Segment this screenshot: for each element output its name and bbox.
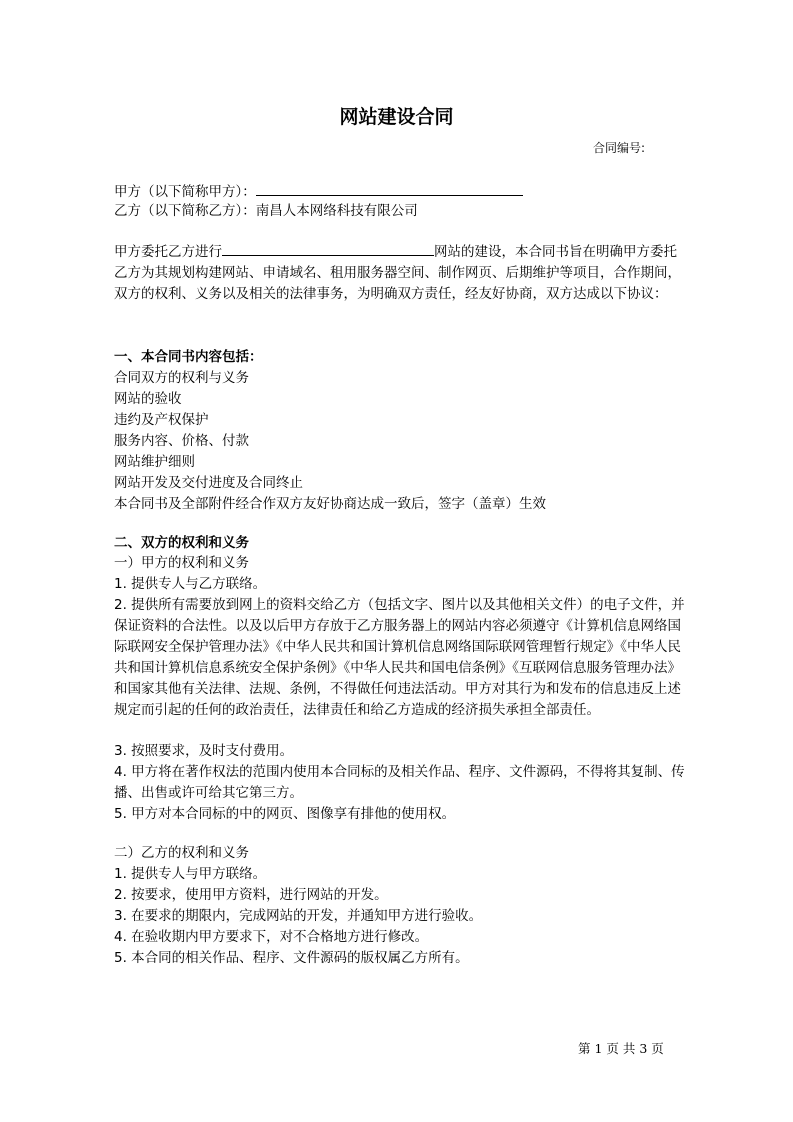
party-b-duties-heading: 二）乙方的权利和义务 <box>114 845 249 861</box>
party-b-line <box>114 201 418 221</box>
party-a-duty-1: 1. 提供专人与乙方联络。 <box>114 576 267 592</box>
party-b-duty: 3. 在要求的期限内，完成网站的开发，并通知甲方进行验收。 <box>114 908 483 924</box>
party-a-duties-heading: 一）甲方的权利和义务 <box>114 555 249 571</box>
list-item: 服务内容、价格、付款 <box>114 433 249 449</box>
party-b-label: 乙方（以下简称乙方）： <box>114 203 256 219</box>
party-a-duty-5: 5. 甲方对本合同标的中的网页、图像享有排他的使用权。 <box>114 806 456 822</box>
party-a-label: 甲方（以下简称甲方）： <box>114 184 256 200</box>
list-item: 合同双方的权利与义务 <box>114 370 249 386</box>
website-name-blank <box>222 243 434 256</box>
intro-after-blank: 网站的建设，本合同书旨在明确甲方委托乙方为其规划构建网站、申请域名、租用服务器空间、制作网页、后期维护等项目，合作期间，双方的权利、义务以及相关的法律事务，为明确双方责任，经友好协商，双方达成以下协议： <box>114 244 681 302</box>
document-title: 网站建设合同 <box>339 106 454 128</box>
list-item: 网站的验收 <box>114 391 182 407</box>
intro-before-blank: 甲方委托乙方进行 <box>114 244 222 260</box>
list-item: 网站维护细则 <box>114 454 195 470</box>
section2-heading: 二、双方的权利和义务 <box>114 535 249 551</box>
party-a-duty-3: 3. 按照要求，及时支付费用。 <box>114 743 294 759</box>
list-item: 本合同书及全部附件经合作双方友好协商达成一致后，签字（盖章）生效 <box>114 496 546 512</box>
party-b-duty: 5. 本合同的相关作品、程序、文件源码的版权属乙方所有。 <box>114 950 469 966</box>
party-a-line <box>114 181 523 202</box>
party-a-duty-2: 2. 提供所有需要放到网上的资料交给乙方（包括文字、图片以及其他相关文件）的电子文件，并保证资料的合法性。以及以后甲方存放于乙方服务器上的网站内容必须遵守《计算机信息网络国际联网安全保护管理办法》《中华人民共和国计算机信息网络国际联网管理暂行规定》《中华人民共和国计算机信息系统安全保护条例》《中华人民共和国电信条例》《互联网信息服务管理办法》和国家其他有关法律、法规、条例，不得做任何违法活动。甲方对其行为和发布的信息违反上述规定而引起的任何的政治责任，法律责任和给乙方造成的经济损失承担全部责任。 <box>114 597 685 718</box>
party-b-value: 南昌人本网络科技有限公司 <box>255 203 418 219</box>
page-number: 第 1 页 共 3 页 <box>578 1041 664 1056</box>
intro-paragraph <box>114 242 686 305</box>
list-item: 违约及产权保护 <box>114 412 209 428</box>
party-b-duty: 1. 提供专人与甲方联络。 <box>114 866 267 882</box>
contract-number-label: 合同编号: <box>593 141 646 155</box>
list-item: 网站开发及交付进度及合同终止 <box>114 475 303 491</box>
party-a-duty-4: 4. 甲方将在著作权法的范围内使用本合同标的及相关作品、程序、文件源码，不得将其复制、传播、出售或许可给其它第三方。 <box>114 764 685 801</box>
party-a-blank <box>256 181 523 196</box>
section1-heading: 一、本合同书内容包括： <box>114 349 263 365</box>
party-b-duty: 4. 在验收期内甲方要求下，对不合格地方进行修改。 <box>114 929 429 945</box>
party-b-duty: 2. 按要求，使用甲方资料，进行网站的开发。 <box>114 887 388 903</box>
